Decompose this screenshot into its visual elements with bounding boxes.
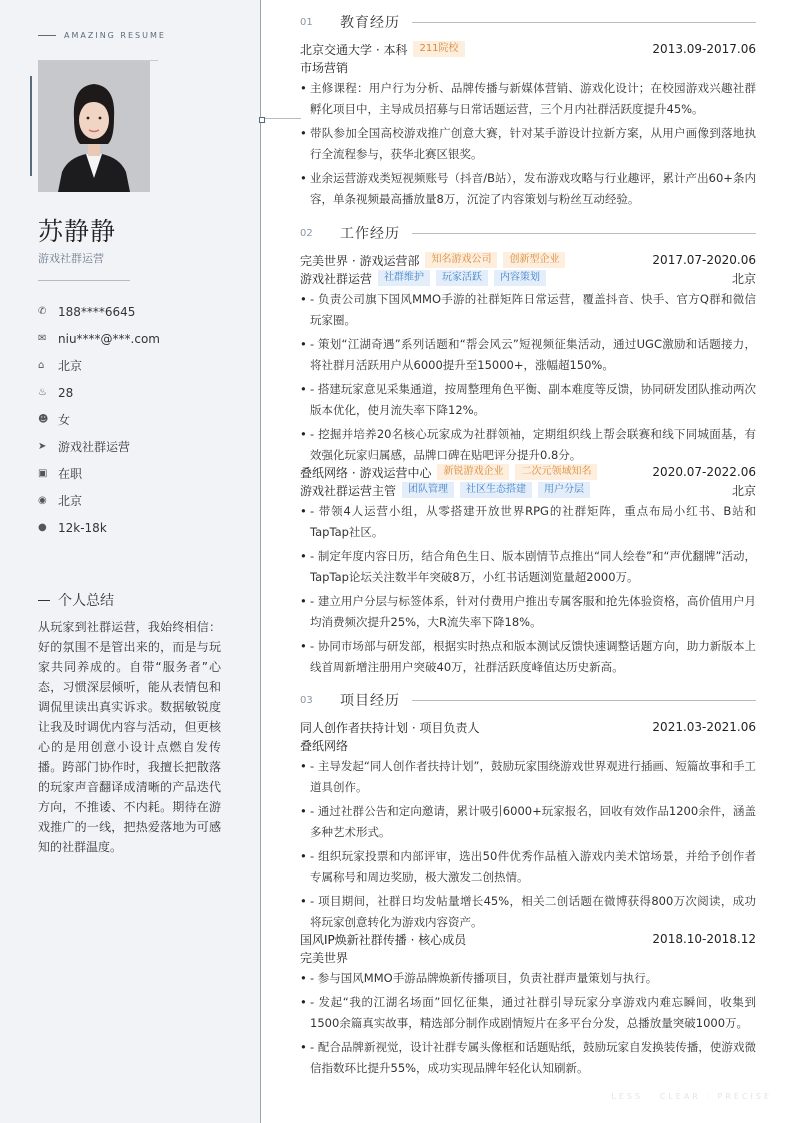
contact-salary [38, 514, 248, 541]
summary-heading [38, 590, 114, 610]
education-block [300, 40, 756, 213]
project-org: 叠纸网络 [300, 738, 349, 753]
role-tag: 社区生态搭建 [460, 482, 532, 498]
job-block-1 [300, 251, 756, 469]
salary-icon: ● [38, 522, 47, 533]
school-tag: 211院校 [413, 41, 464, 57]
brand-text: AMAZING RESUME [64, 31, 166, 40]
project-row [300, 930, 756, 948]
project-row [300, 718, 756, 736]
project-org-row [300, 948, 756, 966]
contact-phone [38, 298, 248, 325]
candidate-name: 苏静静 [38, 217, 117, 246]
contact-value: 28 [58, 385, 74, 400]
job-bullets [300, 501, 756, 678]
sidebar [0, 0, 261, 1123]
bullet-item: • - 发起“我的江湖名场面”回忆征集，通过社群引导玩家分享游戏内难忘瞬间，收集到1500余篇真实故事，精选部分制作成剧情短片在多平台分发，总播放量突破1000万。 [300, 992, 756, 1034]
contact-value: 在职 [58, 467, 83, 481]
job-date: 2020.07-2022.06 [652, 465, 756, 479]
job-company-row [300, 251, 756, 269]
cake-icon: ♨ [38, 387, 47, 398]
role-tag: 用户分层 [538, 482, 590, 498]
bullet-item: • - 搭建玩家意见采集通道，按周整理角色平衡、副本难度等反馈，协同研发团队推动两次版本优化，使月流失率下降12%。 [300, 379, 756, 421]
project-name: 国风IP焕新社群传播 · 核心成员 [300, 932, 467, 947]
education-bullets [300, 78, 756, 210]
section-number: 02 [300, 227, 313, 239]
contact-value: 12k-18k [58, 520, 107, 535]
portrait-icon [38, 60, 150, 192]
contact-value: 北京 [58, 494, 83, 508]
bullet-item: • - 组织玩家投票和内部评审，选出50件优秀作品植入游戏内美术馆场景，并给予创作者专属称号和周边奖励，极大激发二创热情。 [300, 846, 756, 888]
contact-home [38, 352, 248, 379]
section-header-work [300, 223, 756, 243]
bullet-item: • - 项目期间，社群日均发帖量增长45%，相关二创话题在微博获得800万次阅读，成功将玩家创意转化为游戏内容资产。 [300, 891, 756, 933]
project-block-2 [300, 930, 756, 1082]
briefcase-icon: ▣ [38, 468, 48, 479]
section-header-projects [300, 690, 756, 710]
contact-age [38, 379, 248, 406]
job-date: 2017.07-2020.06 [652, 253, 756, 267]
company-tag: 创新型企业 [503, 252, 565, 268]
contact-status [38, 460, 248, 487]
contact-value: 游戏社群运营 [58, 440, 131, 454]
summary-title: 个人总结 [58, 593, 114, 609]
project-bullets [300, 756, 756, 933]
job-city: 北京 [731, 483, 756, 498]
project-bullets [300, 968, 756, 1079]
section-title: 工作经历 [340, 226, 400, 242]
bullet-item: • - 挖掘并培养20名核心玩家成为社群领袖，定期组织线上帮会联赛和线下同城面基，有效强化玩家归属感，品牌口碑在贴吧评分提升0.8分。 [300, 424, 756, 466]
job-role: 游戏社群运营 [300, 271, 373, 286]
company-tag: 知名游戏公司 [425, 252, 497, 268]
bullet-item: • 带队参加全国高校游戏推广创意大赛，针对某手游设计拉新方案，从用户画像到落地执行全流程参与，获华北赛区银奖。 [300, 123, 756, 165]
job-role-row [300, 269, 756, 287]
contact-list [38, 298, 248, 541]
summary-dash [38, 600, 50, 601]
section-line [412, 22, 756, 23]
section-title: 教育经历 [340, 15, 400, 31]
contact-position [38, 433, 248, 460]
section-number: 03 [300, 694, 313, 706]
job-block-2 [300, 463, 756, 681]
bullet-item: • - 通过社群公告和定向邀请，累计吸引6000+玩家报名，回收有效作品1200余件，涵盖多种艺术形式。 [300, 801, 756, 843]
bullet-item: • - 协同市场部与研发部，根据实时热点和版本测试反馈快速调整话题方向，助力新版本上线首周新增注册用户突破40万，社群活跃度峰值达历史新高。 [300, 636, 756, 678]
project-block-1 [300, 718, 756, 936]
brand [38, 31, 166, 40]
company-tag: 新锐游戏企业 [437, 464, 509, 480]
bullet-item: • 业余运营游戏类短视频账号（抖音/B站），发布游戏攻略与行业趣评，累计产出60+条内容，单条视频最高播放量8万，沉淀了内容策划与粉丝互动经验。 [300, 168, 756, 210]
bullet-item: • - 策划“江湖奇遇”系列话题和“帮会风云”短视频征集活动，通过UGC激励和话题接力，将社群月活跃用户从6000提升至15000+，涨幅超150%。 [300, 334, 756, 376]
bullet-item: • - 带领4人运营小组，从零搭建开放世界RPG的社群矩阵，重点布局小红书、B站和TapTap社区。 [300, 501, 756, 543]
contact-value: 188****6645 [58, 304, 136, 319]
bullet-item: • - 配合品牌新视觉，设计社群专属头像框和话题贴纸，鼓励玩家自发换装传播，使游戏微信指数环比提升55%，成功实现品牌年轻化认知刷新。 [300, 1037, 756, 1079]
sidebar-divider [38, 280, 130, 281]
section-line [412, 700, 756, 701]
project-date: 2021.03-2021.06 [652, 720, 756, 734]
school-name: 北京交通大学 · 本科 [300, 42, 408, 57]
mail-icon: ✉ [38, 333, 47, 344]
project-name: 同人创作者扶持计划 · 项目负责人 [300, 720, 480, 735]
summary-text: 从玩家到社群运营，我始终相信：好的氛围不是管出来的，而是与玩家共同养成的。自带“服务者”心态，习惯深层倾听，能从表情包和调侃里读出真实诉求。数据敏锐度让我及时调优内容与活动，但更核心的是用创意小设计点燃自发传播。跨部门协作时，我擅长把散落的玩家声音翻译成清晰的产品迭代方向，不推诿、不内耗。期待在游戏推广的一线，把热爱落地为可感知的社群温度。 [38, 620, 221, 854]
bullet-item: • - 制定年度内容日历，结合角色生日、版本剧情节点推出“同人绘卷”和“声优翻牌”活动，TapTap论坛关注数半年突破8万，小红书话题浏览量超2000万。 [300, 546, 756, 588]
company-tag: 二次元领域知名 [515, 464, 597, 480]
bullet-item: • - 建立用户分层与标签体系，针对付费用户推出专属客服和抢先体验资格，高价值用户月均消费频次提升25%，大R流失率下降18%。 [300, 591, 756, 633]
project-org-row [300, 736, 756, 754]
job-bullets [300, 289, 756, 466]
bullet-item: • - 负责公司旗下国风MMO手游的社群矩阵日常运营，覆盖抖音、快手、官方Q群和微信玩家圈。 [300, 289, 756, 331]
contact-location [38, 487, 248, 514]
section-header-education [300, 12, 756, 32]
timeline-knob [259, 117, 265, 123]
job-city: 北京 [731, 271, 756, 286]
bullet-item: • - 参与国风MMO手游品牌焕新传播项目，负责社群声量策划与执行。 [300, 968, 756, 989]
job-company: 完美世界 · 游戏运营部 [300, 253, 420, 268]
phone-icon: ✆ [38, 306, 47, 317]
contact-value: 北京 [58, 359, 83, 373]
gender-icon: ☻ [38, 414, 49, 425]
photo-accent-bar [30, 76, 32, 176]
location-pin-icon: ◉ [38, 495, 47, 506]
education-row [300, 40, 756, 58]
major: 市场营销 [300, 60, 349, 75]
candidate-title: 游戏社群运营 [38, 252, 104, 265]
photo-frame-line [38, 60, 158, 61]
home-icon: ⌂ [38, 360, 45, 371]
brand-dash [38, 35, 56, 36]
footer-watermark: LESS · CLEAR · PRECISE [611, 1092, 772, 1101]
contact-value: niu****@***.com [58, 331, 160, 346]
project-date: 2018.10-2018.12 [652, 932, 756, 946]
project-org: 完美世界 [300, 950, 349, 965]
contact-gender [38, 406, 248, 433]
job-role: 游戏社群运营主管 [300, 483, 397, 498]
role-tag: 团队管理 [402, 482, 454, 498]
major-row [300, 58, 756, 76]
role-tag: 社群维护 [378, 270, 430, 286]
profile-photo-wrap [38, 60, 150, 192]
education-date: 2013.09-2017.06 [652, 42, 756, 56]
section-line [412, 233, 756, 234]
send-icon: ➤ [38, 441, 47, 452]
bullet-item: • 主修课程：用户行为分析、品牌传播与新媒体营销、游戏化设计；在校园游戏兴趣社群孵化项目中，主导成员招募与日常话题运营，三个月内社群活跃度提升45%。 [300, 78, 756, 120]
section-number: 01 [300, 16, 313, 28]
role-tag: 内容策划 [494, 270, 546, 286]
job-company: 叠纸网络 · 游戏运营中心 [300, 465, 432, 480]
job-role-row [300, 481, 756, 499]
job-company-row [300, 463, 756, 481]
contact-email [38, 325, 248, 352]
timeline-tick [261, 118, 301, 119]
bullet-item: • - 主导发起“同人创作者扶持计划”，鼓励玩家围绕游戏世界观进行插画、短篇故事和手工道具创作。 [300, 756, 756, 798]
profile-photo [38, 60, 150, 192]
contact-value: 女 [58, 413, 71, 427]
section-title: 项目经历 [340, 693, 400, 709]
role-tag: 玩家活跃 [436, 270, 488, 286]
